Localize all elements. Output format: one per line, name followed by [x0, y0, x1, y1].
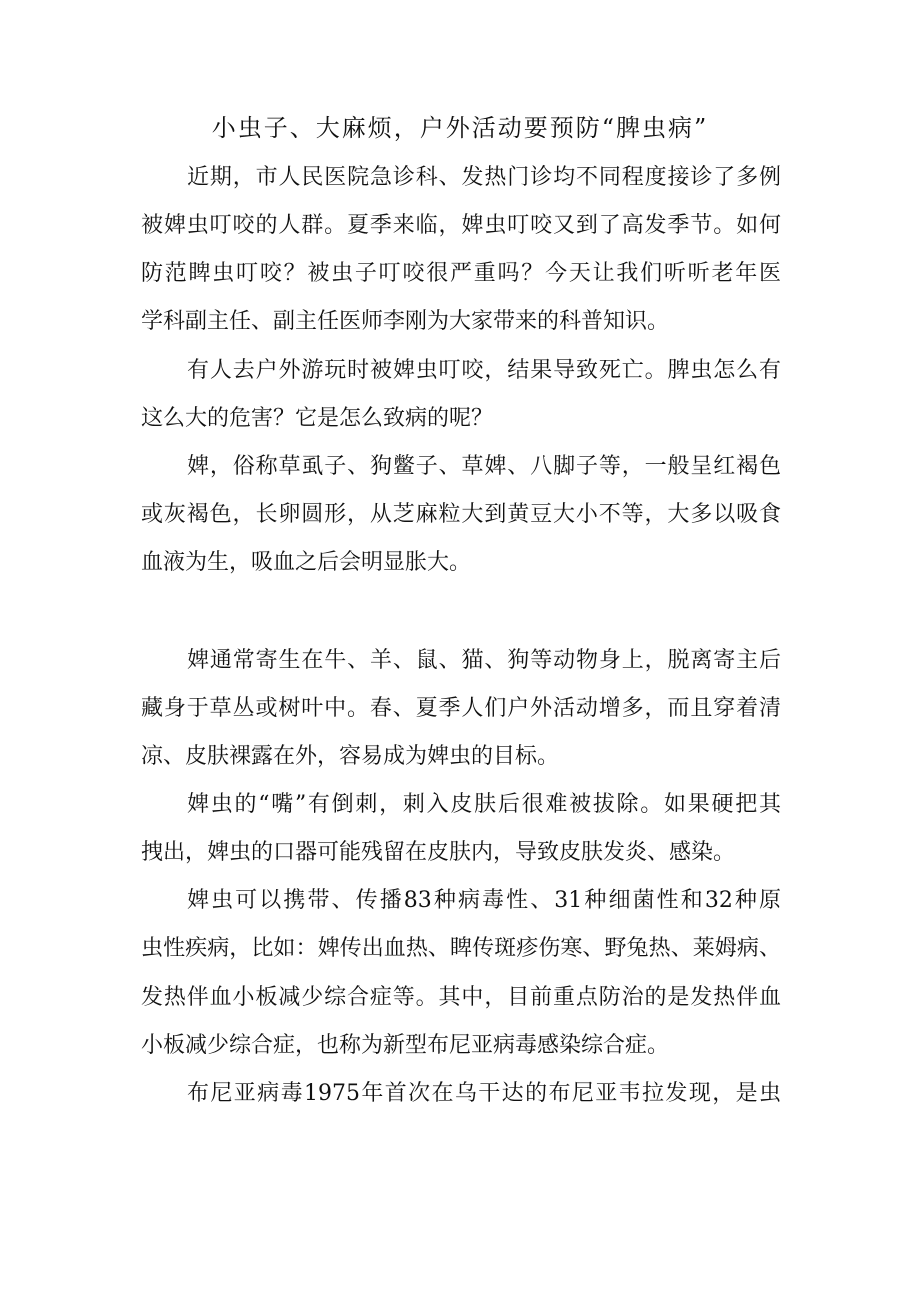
paragraph-5-line-1: 婢虫的“嘴”有倒刺，刺入皮肤后很难被拔除。如果硬把其 [187, 792, 781, 817]
paragraph-6-line-2: 虫性疾病，比如：婢传出血热、睥传斑疹伤寒、野兔热、莱姆病、 [141, 936, 781, 961]
paragraph-1-line-1: 近期，市人民医院急诊科、发热门诊均不同程度接诊了多例 [187, 165, 781, 190]
paragraph-7-line-1: 布尼亚病毒1975年首次在乌干达的布尼亚韦拉发现，是虫 [187, 1081, 781, 1106]
paragraph-2-line-2: 这么大的危害？它是怎么致病的呢？ [141, 406, 494, 431]
paragraph-3-line-3: 血液为生，吸血之后会明显胀大。 [141, 550, 472, 575]
paragraph-1-line-3: 防范睥虫叮咬？被虫子叮咬很严重吗？今天让我们听听老年医 [141, 261, 781, 286]
paragraph-1-line-4: 学科副主任、副主任医师李刚为大家带来的科普知识。 [141, 309, 670, 334]
paragraph-4-line-1: 婢通常寄生在牛、羊、鼠、猫、狗等动物身上，脱离寄主后 [187, 648, 781, 673]
paragraph-1-line-2: 被婢虫叮咬的人群。夏季来临，婢虫叮咬又到了高发季节。如何 [141, 213, 781, 238]
paragraph-4-line-3: 凉、皮肤裸露在外，容易成为婢虫的目标。 [141, 744, 560, 769]
article-title: 小虫子、大麻烦，户外活动要预防“脾虫病” [211, 114, 709, 142]
paragraph-6-line-1: 婢虫可以携带、传播83种病毒性、31种细菌性和32种原 [187, 888, 781, 913]
paragraph-4-line-2: 藏身于草丛或树叶中。春、夏季人们户外活动增多，而且穿着清 [141, 696, 781, 721]
paragraph-6-line-4: 小板减少综合症，也称为新型布尼亚病毒感染综合症。 [141, 1033, 670, 1058]
paragraph-3-line-1: 婢，俗称草虱子、狗鳖子、草婢、八脚子等，一般呈红褐色 [187, 454, 781, 479]
paragraph-5-line-2: 拽出，婢虫的口器可能残留在皮肤内，导致皮肤发炎、感染。 [141, 840, 736, 865]
paragraph-6-line-3: 发热伴血小板减少综合症等。其中，目前重点防治的是发热伴血 [141, 985, 781, 1010]
paragraph-3-line-2: 或灰褐色，长卵圆形，从芝麻粒大到黄豆大小不等，大多以吸食 [141, 502, 781, 527]
paragraph-2-line-1: 有人去户外游玩时被婢虫叮咬，结果导致死亡。脾虫怎么有 [187, 358, 781, 383]
